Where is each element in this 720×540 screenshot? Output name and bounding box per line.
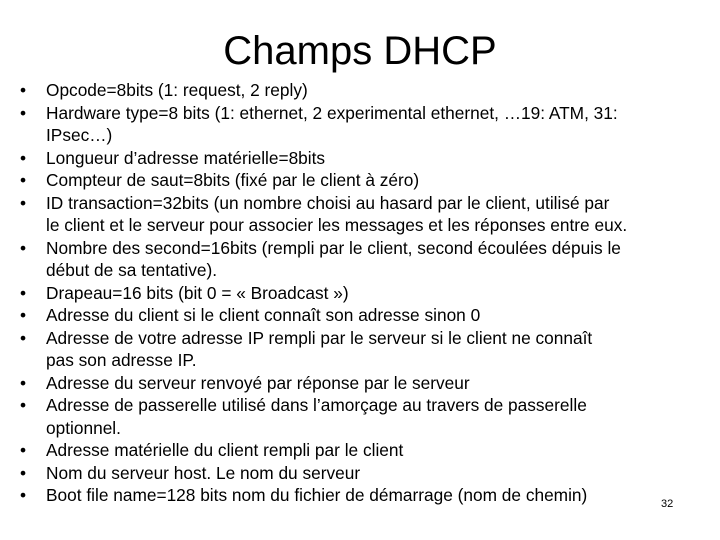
bullet-dot-icon: • (20, 237, 27, 258)
bullet-item-your-ip-address (20, 327, 720, 372)
bullet-text: Opcode=8bits (1: request, 2 reply) (46, 80, 308, 100)
bullet-text: ID transaction=32bits (un nombre choisi au hasard par le client, utilisé par le client et le serveur pour associer les messages et les réponses entre eux. (46, 192, 628, 235)
bullet-dot-icon: • (20, 440, 27, 460)
page-number: 32 (661, 498, 674, 510)
bullet-dot-icon: • (20, 372, 27, 393)
bullet-item-opcode (20, 79, 720, 102)
bullet-list (20, 79, 720, 507)
bullet-dot-icon: • (20, 485, 27, 505)
bullet-item-address-length (20, 147, 720, 170)
bullet-text: Nom du serveur host. Le nom du serveur (46, 462, 361, 483)
bullet-item-gateway-address (20, 394, 720, 439)
bullet-text: Compteur de saut=8bits (fixé par le client à zéro) (46, 170, 420, 190)
bullet-text: Hardware type=8 bits (1: ethernet, 2 experimental ethernet, …19: ATM, 31: IPsec…) (46, 102, 618, 145)
bullet-dot-icon: • (20, 102, 27, 123)
bullet-item-hop-count (20, 169, 720, 192)
bullet-text: Drapeau=16 bits (bit 0 = « Broadcast ») (46, 282, 349, 303)
bullet-item-server-address (20, 372, 720, 395)
bullet-dot-icon: • (20, 80, 27, 100)
bullet-item-client-address (20, 304, 720, 327)
bullet-text: Adresse matérielle du client rempli par le client (46, 440, 404, 460)
bullet-text: Longueur d’adresse matérielle=8bits (46, 147, 326, 168)
bullet-dot-icon: • (20, 327, 27, 348)
bullet-dot-icon: • (20, 305, 27, 325)
bullet-item-boot-file-name (20, 484, 720, 507)
bullet-dot-icon: • (20, 170, 27, 190)
bullet-item-transaction-id (20, 192, 720, 237)
bullet-text: Boot file name=128 bits nom du fichier de démarrage (nom de chemin) (46, 485, 588, 505)
bullet-text: Adresse de passerelle utilisé dans l’amorçage au travers de passerelle optionnel. (46, 395, 587, 438)
bullet-item-client-hardware-address (20, 439, 720, 462)
bullet-item-flags (20, 282, 720, 305)
bullet-dot-icon: • (20, 147, 27, 168)
bullet-text: Adresse du serveur renvoyé par réponse par le serveur (46, 372, 470, 393)
bullet-item-hardware-type (20, 102, 720, 147)
bullet-item-seconds (20, 237, 720, 282)
bullet-dot-icon: • (20, 192, 27, 213)
bullet-text: Adresse de votre adresse IP rempli par le serveur si le client ne connaît pas son adresse IP. (46, 327, 593, 370)
bullet-text: Adresse du client si le client connaît son adresse sinon 0 (46, 305, 481, 325)
bullet-dot-icon: • (20, 395, 27, 415)
bullet-item-server-host-name (20, 462, 720, 485)
bullet-dot-icon: • (20, 282, 27, 303)
bullet-text: Nombre des second=16bits (rempli par le client, second écoulées dépuis le début de sa tentative). (46, 237, 621, 280)
bullet-dot-icon: • (20, 462, 27, 483)
slide-title: Champs DHCP (223, 29, 497, 73)
